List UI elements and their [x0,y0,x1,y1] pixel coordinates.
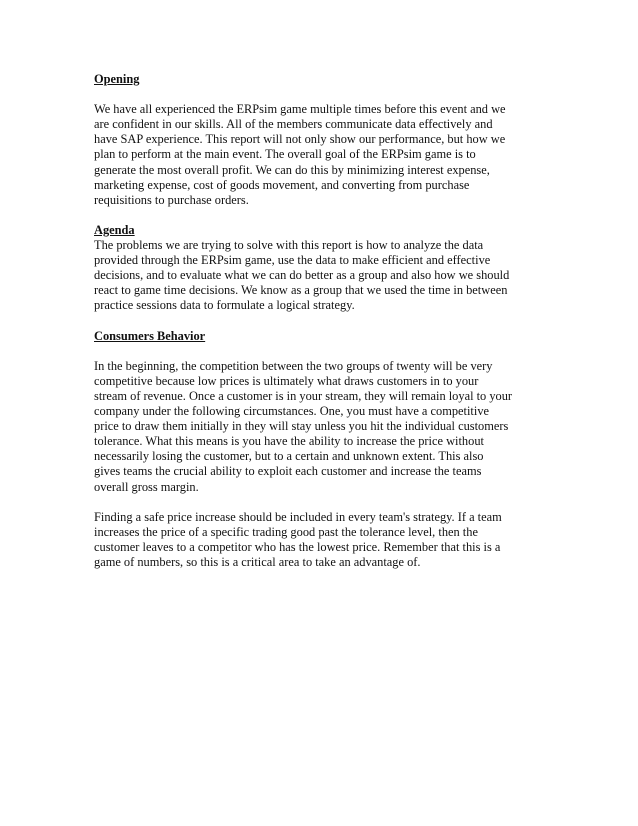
opening-paragraph [94,102,554,208]
text-line: overall gross margin. [94,479,199,494]
text-line: Finding a safe price increase should be included in every team's strategy. If a team [94,509,502,524]
text-line: have SAP experience. This report will not only show our performance, but how we [94,132,506,147]
text-line: competitive because low prices is ultimately what draws customers in to your [94,373,479,388]
spacer [94,208,554,223]
spacer [94,87,554,102]
section-heading-agenda: Agenda [94,222,135,237]
text-line: company under the following circumstances. One, you must have a competitive [94,404,490,419]
text-line: provided through the ERPsim game, use the data to make efficient and effective [94,253,491,268]
text-line: game of numbers, so this is a critical area to take an advantage of. [94,555,421,569]
section-heading-consumers-behavior: Consumers Behavior [94,328,206,343]
agenda-paragraph [94,238,554,313]
spacer [94,495,554,510]
consumers-behavior-paragraph-2 [94,510,554,570]
text-line: practice sessions data to formulate a logical strategy. [94,298,355,313]
text-line: are confident in our skills. All of the members communicate data effectively and [94,117,493,132]
document-page [94,72,554,570]
text-line: marketing expense, cost of goods movement, and converting from purchase [94,177,470,192]
text-line: In the beginning, the competition between the two groups of twenty will be very [94,358,493,373]
text-line: generate the most overall profit. We can do this by minimizing interest expense, [94,162,490,177]
text-line: requisitions to purchase orders. [94,192,249,207]
text-line: decisions, and to evaluate what we can do better as a group and also how we should [94,268,510,283]
text-line: price to draw them initially in they will stay unless you hit the individual customers [94,419,509,434]
text-line: gives teams the crucial ability to exploit each customer and increase the teams [94,464,482,479]
text-line: necessarily losing the customer, but to a certain and unknown extent. This also [94,449,484,464]
text-line: We have all experienced the ERPsim game multiple times before this event and we [94,102,506,117]
text-line: The problems we are trying to solve with this report is how to analyze the data [94,238,484,253]
text-line: increases the price of a specific trading good past the tolerance level, then the [94,524,478,539]
consumers-behavior-paragraph-1 [94,359,554,495]
text-line: customer leaves to a competitor who has the lowest price. Remember that this is a [94,539,501,554]
spacer [94,314,554,329]
text-line: react to game time decisions. We know as a group that we used the time in between [94,283,508,298]
spacer [94,344,554,359]
text-line: tolerance. What this means is you have the ability to increase the price without [94,434,484,449]
text-line: stream of revenue. Once a customer is in your stream, they will remain loyal to your [94,388,513,403]
section-heading-opening: Opening [94,72,140,86]
text-line: plan to perform at the main event. The overall goal of the ERPsim game is to [94,147,476,162]
